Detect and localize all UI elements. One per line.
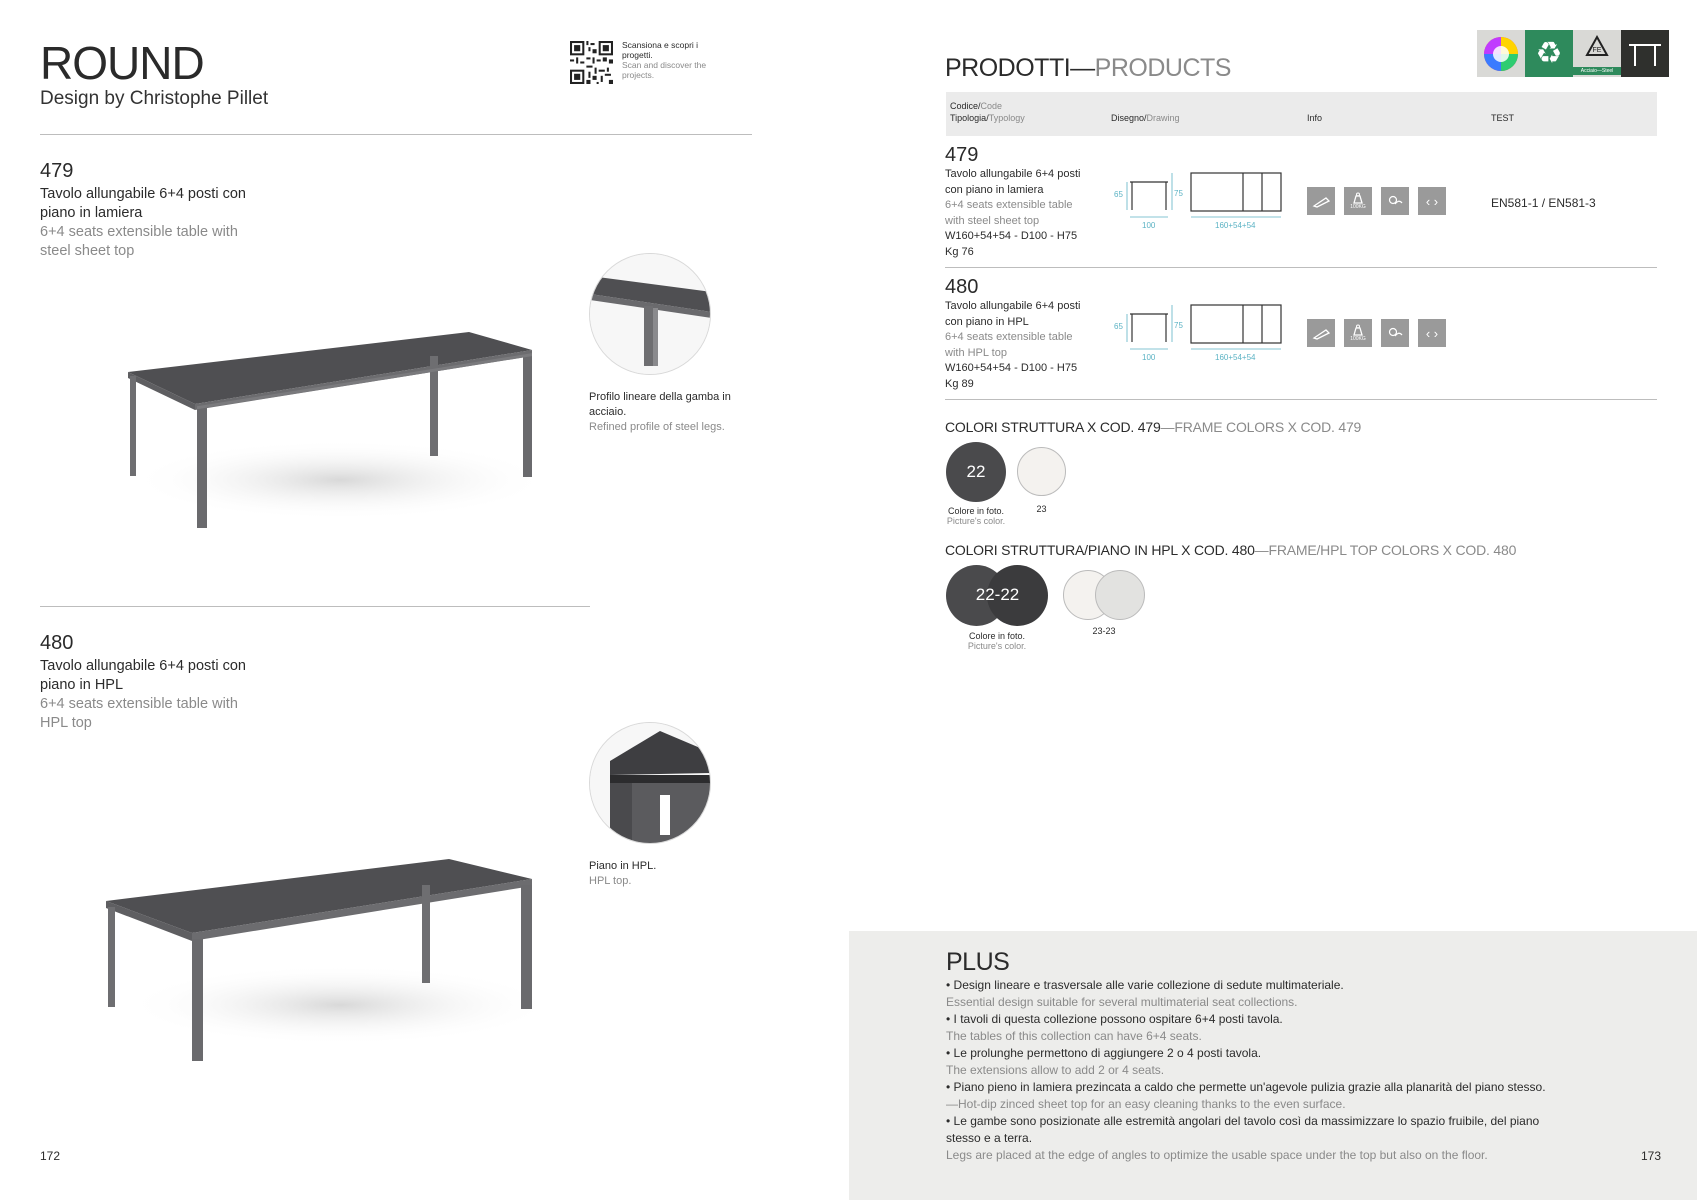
plus-item-it: • Le prolunghe permettono di aggiungere 2 o 4 posti tavola. [946,1046,1262,1060]
color-swatch-22[interactable] [946,442,1006,502]
weight-label: 100KG [1350,204,1366,210]
plus-item-en: —Hot-dip zinced sheet top for an easy cleaning thanks to the even surface. [946,1097,1346,1111]
header-type-en: Typology [988,113,1025,123]
divider [40,606,590,607]
plus-list [946,977,1546,1164]
product-name-en: 6+4 seats extensible table with HPL top [40,696,238,731]
color-swatch-23[interactable] [1017,447,1066,496]
plus-item-it: • I tavoli di questa collezione possono ospitare 6+4 posti tavola. [946,1012,1283,1026]
products-title [945,54,1231,83]
hpl-top-caption [589,859,749,889]
row-desc-it: Tavolo allungabile 6+4 posti con piano in HPL [945,300,1081,328]
divider [40,134,752,135]
swatch-label: 23-23 [1092,626,1116,636]
title-separator: — [1070,54,1095,82]
picture-color-caption [961,631,1033,651]
qr-code-icon[interactable] [570,41,613,84]
plus-item-it: • Le gambe sono posizionate alle estremità angolari del tavolo così da massimizzare lo spazio fruibile, del piano stesso e a terra. [946,1114,1540,1145]
title-sep: — [1254,542,1269,558]
plus-item-en: The extensions allow to add 2 or 4 seats. [946,1063,1165,1077]
row-code: 480 [945,276,979,298]
header-code-en: Code [980,101,1003,111]
row-weight: Kg 89 [945,377,974,390]
row-479-test: EN581-1 / EN581-3 [1491,196,1596,210]
product-479-image [110,320,550,540]
divider [945,267,1657,268]
dim-depth: 100 [1142,353,1156,362]
picture-color-caption [940,506,1012,526]
plus-item-it: • Piano pieno in lamiera prezincata a caldo che permette un'agevole pulizia grazie alla planarità del piano stesso. [946,1080,1546,1094]
header-drawing-en: Drawing [1146,113,1180,123]
product-name-en: 6+4 seats extensible table with steel sheet top [40,224,238,259]
plus-item-en: Essential design suitable for several multimaterial seat collections. [946,995,1298,1009]
header-drawing-it: Disegno/ [1111,113,1147,123]
frame-colors-479-title [945,419,1361,435]
caption-en: HPL top. [589,875,632,887]
cleaning-icon [1307,319,1335,347]
svg-text:FE: FE [1592,47,1602,54]
divider [945,399,1657,400]
page-number-left: 172 [40,1149,61,1163]
caption-en: Picture's color. [967,641,1027,651]
row-dimensions: W160+54+54 - D100 - H75 [945,230,1078,242]
cleaning-icon [1307,187,1335,215]
hpl-top-detail-image [589,722,711,844]
frame-hpl-colors-480-title [945,542,1516,558]
product-code: 480 [40,632,74,654]
dim-width: 160+54+54 [1215,221,1256,230]
dim-height-1: 65 [1114,190,1123,199]
swatch-top [1095,570,1145,620]
designer-credit: Design by Christophe Pillet [40,88,269,109]
row-480-info-icons [1307,319,1446,347]
title-it: COLORI STRUTTURA/PIANO IN HPL X COD. 480 [945,542,1255,558]
page-title: ROUND [40,37,204,89]
product-479-block [40,160,260,261]
header-info: Info [1307,113,1323,123]
weather-icon [1381,319,1409,347]
recycle-icon: ♻ [1525,30,1573,77]
color-wheel-icon [1477,30,1525,77]
product-name-it: Tavolo allungabile 6+4 posti con piano in lamiera [40,186,246,221]
page-number-right: 173 [1641,1149,1662,1163]
extension-arrows-icon: ‹ › [1418,187,1446,215]
plus-item-en: The tables of this collection can have 6+4 seats. [946,1029,1202,1043]
row-desc-en: 6+4 seats extensible table with steel sheet top [945,199,1073,227]
product-480-block [40,632,260,733]
weight-100kg-icon [1344,319,1372,347]
title-en: FRAME/HPL TOP COLORS X COD. 480 [1268,542,1517,558]
dim-width: 160+54+54 [1215,353,1256,362]
products-title-it: PRODOTTI [945,54,1071,82]
caption-it: Colore in foto. [947,506,1005,516]
row-479-info-icons [1307,187,1446,215]
row-480-text [945,276,1095,392]
caption-it: Piano in HPL. [589,860,657,872]
product-480-image [100,855,550,1065]
dim-depth: 100 [1142,221,1156,230]
plus-item-en: Legs are placed at the edge of angles to optimize the usable space under the top but also on the floor. [946,1148,1488,1162]
dim-height-2: 75 [1174,321,1183,330]
title-it: COLORI STRUTTURA X COD. 479 [945,419,1161,435]
caption-it: Profilo lineare della gamba in acciaio. [589,391,731,418]
weight-100kg-icon [1344,187,1372,215]
row-479-text [945,144,1095,260]
steel-recycle-icon [1573,30,1621,77]
products-title-en: PRODUCTS [1094,54,1231,82]
row-desc-en: 6+4 seats extensible table with HPL top [945,331,1073,359]
swatch-label: 22-22 [975,585,1020,604]
qr-caption [622,40,712,80]
plus-item-it: • Design lineare e trasversale alle varie collezione di sedute multimateriale. [946,978,1344,992]
title-sep: — [1160,419,1175,435]
dim-height-1: 65 [1114,322,1123,331]
header-code-it: Codice/ [950,101,981,111]
row-480-drawing [1110,302,1285,364]
certification-icons [1477,30,1669,77]
leg-profile-caption [589,390,749,435]
table-outline-icon [1621,30,1669,77]
row-desc-it: Tavolo allungabile 6+4 posti con piano in lamiera [945,168,1081,196]
row-code: 479 [945,144,979,166]
dim-height-2: 75 [1174,189,1183,198]
steel-label: Acciaio—Steel [1573,67,1621,75]
color-swatch-22-22[interactable] [946,565,1049,627]
qr-caption-it: Scansiona e scopri i progetti. [622,40,699,60]
qr-caption-en: Scan and discover the projects. [622,60,707,80]
header-test: TEST [1491,113,1515,123]
leg-profile-detail-image [589,253,711,375]
product-name-it: Tavolo allungabile 6+4 posti con piano in HPL [40,658,246,693]
extension-arrows-icon: ‹ › [1418,319,1446,347]
caption-it: Colore in foto. [968,631,1026,641]
products-table-header [946,92,1657,136]
swatch-label: 23 [1036,504,1047,514]
swatch-label: 22 [966,462,986,481]
caption-en: Refined profile of steel legs. [589,421,725,433]
header-type-it: Tipologia/ [950,113,989,123]
row-479-drawing [1110,170,1285,232]
title-en: FRAME COLORS X COD. 479 [1174,419,1362,435]
caption-en: Picture's color. [946,516,1006,526]
row-dimensions: W160+54+54 - D100 - H75 [945,362,1078,374]
header-drawing [1111,112,1180,124]
color-swatch-23-23[interactable] [1063,570,1145,620]
plus-title: PLUS [946,948,1010,976]
product-code: 479 [40,160,74,182]
header-code-type [950,100,1025,124]
weather-icon [1381,187,1409,215]
row-weight: Kg 76 [945,245,974,258]
weight-label: 100KG [1350,336,1366,342]
